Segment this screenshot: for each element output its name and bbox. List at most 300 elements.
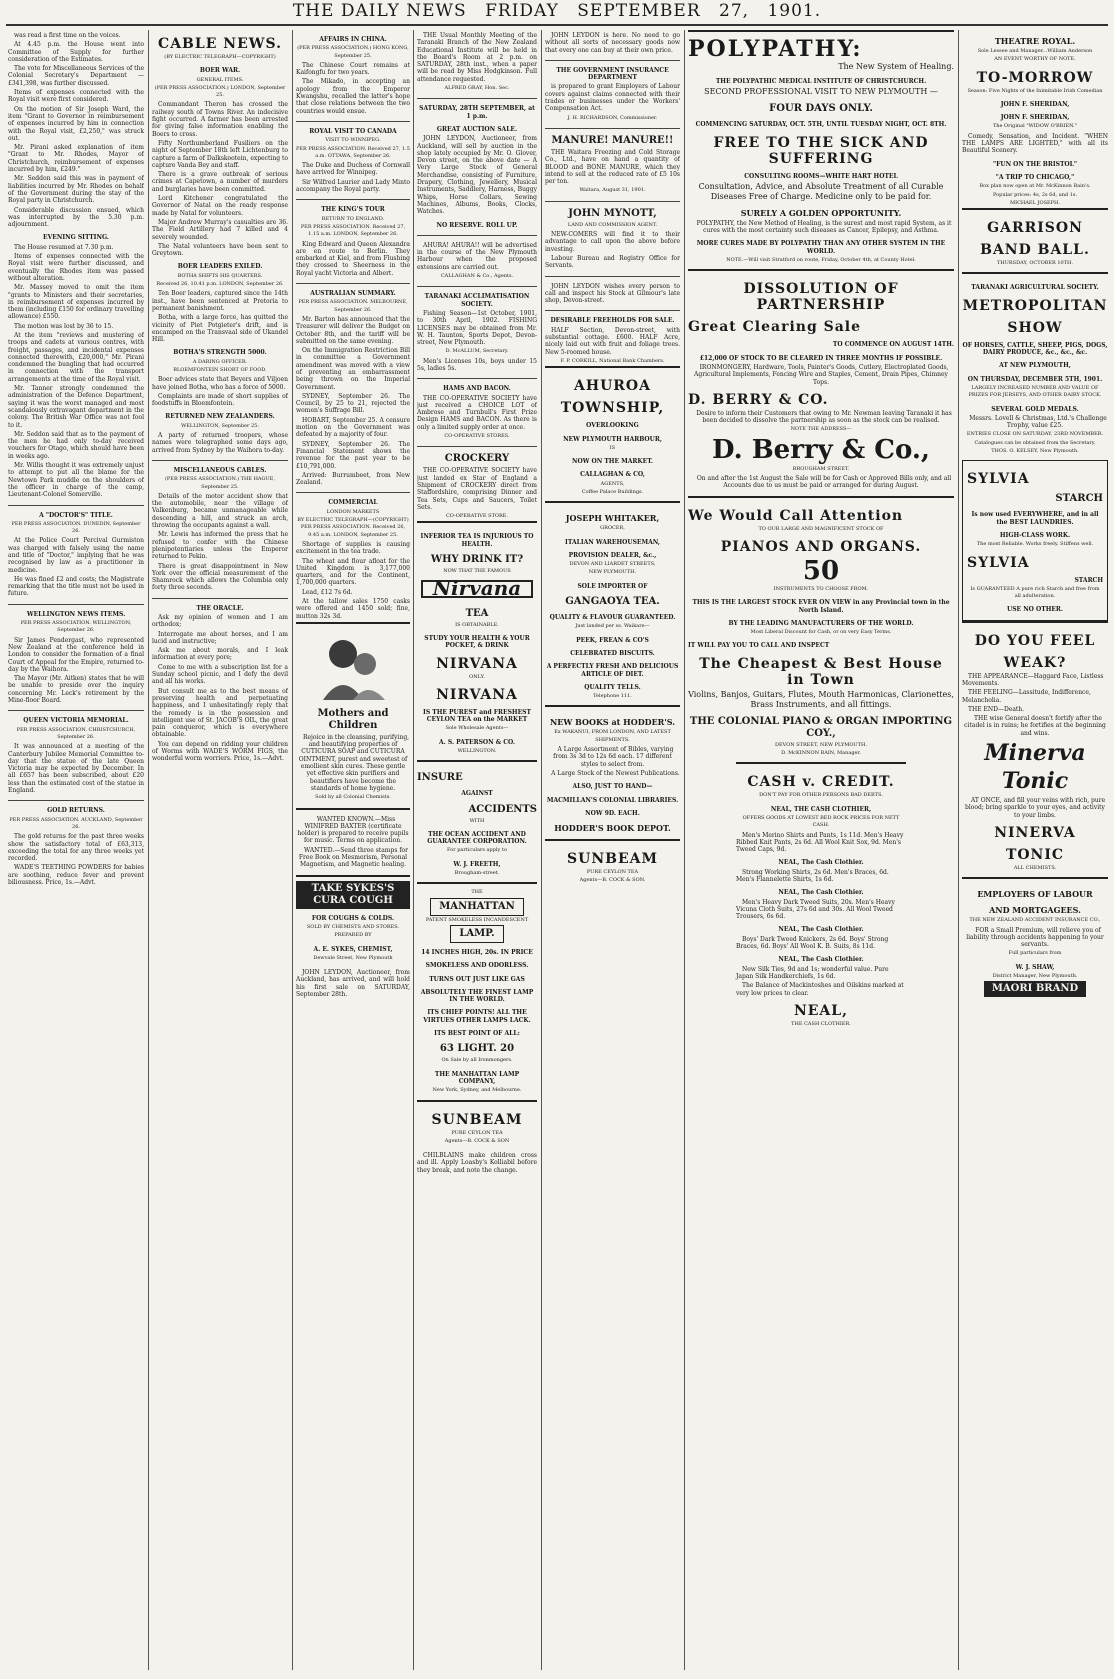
sunbeam-tea-advertisement [545,839,680,890]
advertisement-text: You can depend on ridding your children of Worms with WADE'S WORM FIGS, the wonderful worm worriers. Price, 1s.—Advt. [152,740,288,763]
ad-line: THE [471,889,483,896]
ad-line: JOHN F. SHERIDAN, [1000,114,1070,122]
ad-line: New York, Sydney, and Melbourne. [432,1087,522,1094]
article-text: Sir James Pendergast, who represented New Zealand at the conference held in London to consider the formation of a final Court of Appeal for the Empire, returned to-day by the Waihora. [8,636,144,673]
article-text: There is a grave outbreak of serious crimes at Capetown, a number of murders and burglaries have been committed. [152,171,288,193]
minerva-tonic-advertisement [962,621,1108,878]
ad-line: TARANAKI AGRICULTURAL SOCIETY. [971,284,1099,292]
ad-body: HALF Section, Devon-street, with substantial cottage. £600. HALF Acre, nicely laid out with fruit and foliage trees. New 5-roomed house. [545,326,680,356]
ad-line: ALL CHEMISTS. [1013,864,1057,871]
ad-line: NEAL, The Cash Clothier. [778,926,864,934]
ad-line: LAMP. [450,925,503,943]
ad-line: SUNBEAM [431,1111,523,1128]
ad-line: ITS CHIEF POINTS! ALL THE VIRTUES OTHER LAMPS LACK. [423,1009,531,1024]
divider [545,276,680,277]
article-text: The Duke and Duchess of Cornwall have arrived for Winnipeg. [296,162,410,177]
divider [8,505,144,506]
ad-body: New Silk Ties, 9d and 1s; wonderful value. Pure Japan Silk Handkerchiefs, 1s 6d. [736,965,889,980]
ad-body: POLYPATHY, the New Method of Healing, is the surest and most rapid System, as it cures with the most certainty such diseases as Cancer, Epilepsy, and Asthma. [696,219,952,235]
ad-line: OVERLOOKING [586,422,639,430]
ad-heading: JOHN MYNOTT, [568,207,657,219]
ad-line: QUALITY TELLS. [584,683,641,691]
divider [296,121,410,122]
article-text: Interrogate me about horses, and I am lucid and instructive; [152,630,288,645]
divider [545,310,680,311]
ad-line: PURE CEYLON TEA [451,1129,503,1136]
ad-footnote: Sold by all Colonial Chemists. [315,794,391,801]
ad-line: TO COMMENCE ON AUGUST 14TH. [832,341,954,349]
article-text: At the item "reviews and mustering of troops and cadets at various centres, with freight, passages, and incidental expenses connected therewith, £20,000," Mr. Pirani condemned the bungling that had occurred in connection with the transport arrangements at the time of the Royal visit. [8,331,144,383]
nirvana-logo: Nirvana [421,580,534,597]
ad-body: Messrs. Lovell & Christmas, Ltd.'s Challenge Trophy, value £25. [969,414,1107,430]
ad-line: PATENT SMOKELESS INCANDESCENT [425,916,529,923]
ad-line: WHY DRINK IT? [430,554,524,566]
ad-body: Comedy, Sensation, and Incident. "WHEN THE LAMPS ARE LIGHTED," with all its Beautiful Scenery. [962,132,1108,155]
article-text: The wheat and flour afloat for the United Kingdom is 3,177,000 quarters, and for the Continent, 1,700,000 quarters. [296,557,410,587]
article-text: Come to me with a subscription list for a Sunday school picnic, and I defy the devil and all his works. [152,663,288,686]
ad-signature: F. P. CORKILL, National Bank Chambers. [560,357,665,364]
ad-body: FOR a Small Premium, will relieve you of liability through accidents happening to your servants. [966,926,1104,949]
ad-line: A PERFECTLY FRESH AND DELICIOUS ARTICLE OF DIET. [546,663,679,678]
column-parliament [8,30,144,1670]
article-text: Shortage of supplies is causing excitement in the tea trade. [296,540,410,556]
divider [545,60,680,61]
ad-signature: ALFRED GRAY, Hon. Sec. [444,85,510,92]
ad-line: Waitara, August 31, 1901. [579,187,646,194]
ad-line: TOWNSHIP, [560,400,665,417]
dateline: PER PRESS ASSOCIATION. AUCKLAND, September 26. [9,816,143,830]
divider [296,283,410,284]
ad-title: CASH v. CREDIT. [747,774,895,791]
ad-body: Boys' Dark Tweed Knickers, 2s 6d. Boys' Strong Braces, 6d. Boys' All Wool K. B. Suits, 8s 11d. [736,935,889,951]
ad-line: Is GUARANTEED A pure rich Starch and free from all adulteration. [970,585,1100,600]
ad-line: The most Reliable. Works freely. Stiffens well. [976,541,1094,548]
article-text: Mr. Seddon said this was in payment of liabilities incurred by Mr. Rhodes on behalf of the Government during the stay of the Royal party in Christchurch. [8,175,144,205]
ad-line: DEVON STREET, NEW PLYMOUTH. [775,741,867,748]
article-text: Lord Kitchener congratulated the Governor of Natal on the ready response made by Natal for volunteers. [152,195,288,217]
ad-line: ON THURSDAY, DECEMBER 5TH, 1901. [967,375,1103,383]
article-text: Arrived: Burrumbeet, from New Zealand. [296,471,410,487]
divider [545,201,680,202]
ad-title: STARCH [1074,576,1103,584]
ad-line: NEAL, The Cash Clothier. [778,859,864,867]
ad-line: NOW THAT THE FAMOUS [443,568,511,575]
ad-line: NIRVANA [436,655,518,672]
ad-line: ENTRIES CLOSE ON SATURDAY, 23RD NOVEMBER. [966,431,1104,438]
article-text: Mr. Tanner strongly condemned the administration of the Defence Department, saying it was the worst managed and most scandalously extravagant department in the colony. The British War Office was not fool to it. [8,385,144,429]
dateline: BY ELECTRIC TELEGRAPH—(COPYRIGHT) PER PRESS ASSOCIATION. Received 26, 9.45 a.m. LONDON, September 25. [297,517,409,538]
article-text: The Mikado, in accepting an apology from the Emperor Kwangshu, recalled the latter's hope that close relations between the two countries would ensue. [296,78,410,115]
ad-line: COMMENCING SATURDAY, OCT. 5TH, UNTIL TUESDAY NIGHT, OCT. 8TH. [695,121,947,129]
column-wide-ads [688,30,954,1670]
ad-body: The Balance of Mackintoshes and Oilskins marked at very low prices to clear. [736,982,904,997]
ad-line: LARGELY INCREASED NUMBER AND VALUE OF PRIZES FOR JERSEYS, AND OTHER DAIRY STOCK. [968,384,1102,399]
ad-heading: THE GOVERNMENT INSURANCE DEPARTMENT [556,66,669,82]
ad-line: Catalogues can be obtained from the Secretary. [974,439,1096,446]
ad-line: NEAL, The Cash Clothier. [778,889,864,897]
manhattan-lamp-advertisement [417,882,537,1099]
issue-day: FRIDAY [485,1,559,21]
ad-line: BROUGHAM STREET. [792,465,850,472]
ad-body: Fishing Season—1st October, 1901, to 30th April, 1902. FISHING LICENSES may be obtained from Mr. W. H. Taunton, Sports Depot, Devon-street, New Plymouth. [417,309,537,347]
article-text: Fifty Northumberland Fusiliers on the night of September 18th left Lichtenburg to capture a farm of Dalkskootein, expecting to capture Vanda Bey and staff. [152,139,288,169]
ad-heading: DESIRABLE FREEHOLDS FOR SALE. [550,317,675,325]
ad-title: POLYPATHY: [688,36,863,62]
ad-signature: CO-OPERATIVE STORE. [445,513,509,520]
ad-line: Season: Five Nights of the Inimitable Irish Comedian [967,87,1103,94]
ad-line: IS [609,444,616,451]
ad-line: District Manager, New Plymouth. [992,973,1078,980]
ad-body: JOHN LEYDON wishes every person to call and inspect his Stock at Gilmour's late shop, Devon-street. [545,282,680,305]
ad-line: Just landed per ss. Waikare— [575,623,650,630]
ad-line: NOTE.—Will visit Stratford on route, Friday, October 4th, at County Hotel. [726,257,916,264]
ad-line: W. J. FREETH, [453,860,501,868]
ad-line: OF HORSES, CATTLE, SHEEP, PIGS, DOGS, DAIRY PRODUCE, &c., &c., &c. [962,341,1108,357]
ad-line: TURNS OUT JUST LIKE GAS [429,975,525,983]
ad-line: ABSOLUTELY THE FINEST LAMP IN THE WORLD. [420,988,534,1004]
ad-body: Men's Heavy Dark Tweed Suits, 20s. Men's Heavy Vicuna Cloth Suits, 27s 6d and 30s. All Wool Tweed Trousers, 6s 6d. [736,898,895,921]
section-heading: THE KING'S TOUR [321,206,385,214]
article-text: Mr. Massey moved to omit the item "grants to Ministers and their secretaries, in reimbursement of expenses incurred by them (including £150 for ordinary travelling allowance) £550. [8,284,144,321]
ad-line: NOW ON THE MARKET. [572,458,653,466]
ad-address: Dewvale Street, New Plymouth [313,954,393,961]
cuticura-advertisement [296,622,410,808]
ad-line: NEW BOOKS at HODDER'S. [549,717,676,728]
ad-title: WEAK? [1003,654,1067,671]
ad-line: PREPARED BY [334,932,372,939]
mother-child-illustration [313,632,393,702]
article-text: Sir Wilfred Laurier and Lady Minto accompany the Royal party. [296,178,410,194]
article-text: On the motion of Sir Joseph Ward, the item "Grant to Governor in reimbursement of expenses incurred by him in connection with the Royal visit, £2,250," was struck out. [8,105,144,142]
ad-line: "A TRIP TO CHICAGO," [995,173,1075,181]
ad-line: SOLE IMPORTER OF [577,582,648,590]
column-ads-left [417,30,537,1670]
ad-title: BAND BALL. [980,242,1090,259]
article-text: The Mayor (Mr. Aitken) states that he will be unable to preside over the inquiry concerning Mr. Leck's retirement by the Mine-floor Board. [8,675,144,705]
ad-line: A. S. PATERSON & CO. [439,738,515,746]
ad-line: Full particulars from [1008,950,1062,957]
piano-advertisement [688,496,954,763]
masthead [0,0,1114,22]
ad-line: Sole Lessee and Manager...William Anderson [977,48,1093,54]
ad-title: THEATRE ROYAL. [994,36,1076,46]
ad-title: SYLVIA [967,554,1030,571]
column-rule [541,30,542,1670]
ad-subheading: FOR COUGHS & COLDS. [311,914,395,922]
dateline: PER PRESS ASSOCIATION. DUNEDIN, September 26. [11,520,141,535]
ad-line: £12,000 OF STOCK TO BE CLEARED IN THREE MONTHS IF POSSIBLE. [699,354,943,362]
ad-title: EMPLOYERS OF LABOUR [977,889,1093,900]
ad-body: Labour Bureau and Registry Office for Servants. [545,254,680,270]
divider [417,286,537,287]
divider [417,446,537,447]
ad-line: QUALITY & FLAVOUR GUARANTEED. [549,614,676,622]
article-text: Commandant Theron has crossed the railway south of Towns River. An indecisive fight occurred. A farmer has been arrested for giving false information enabling the Boers to cross. [152,101,288,138]
column-rule [684,30,685,1670]
ad-line: JOHN F. SHERIDAN, [1000,100,1070,108]
column-ads-middle [545,30,680,1670]
ad-title: We Would Call Attention [688,507,904,524]
wanted-advertisement [296,808,410,875]
article-text: He was fined £2 and costs; the Magistrate remarking that the title must not be used in future. [8,575,144,598]
article-text: Ten Boer leaders, captured since the 14th inst., have been sentenced at Pretoria to permanent banishment. [152,290,288,312]
ad-line: ITS BEST POINT OF ALL: [434,1030,520,1038]
section-heading: EVENING SITTING. [43,234,109,242]
sub-heading: A DARING OFFICER. [192,358,248,365]
column-rule [958,30,959,1670]
ad-body: WANTED.—Send three stamps for Free Book on Mesmerism, Personal Magnetism, and Magnetic healing. [298,846,409,869]
ad-body: THE Usual Monthly Meeting of the Taranaki Branch of the New Zealand Educational Institute will be held in the Board's Room at 2 p.m. on SATURDAY, 28th inst., when a paper will be read by Miss Hodgkinson. Full attendance requested. [417,32,537,83]
section-heading: RETURNED NEW ZEALANDERS. [165,413,275,421]
neal-clothier-advertisement [736,762,906,1033]
ad-line: THE CASH CLOTHIER. [791,1020,851,1027]
ad-line: HODDER'S BOOK DEPOT. [554,823,671,834]
masthead-rule [6,24,1108,26]
ad-line: Coffee Palace Buildings. [581,488,644,495]
ad-body: AHURA! AHURA!! will be advertised in the course of the New Plymouth Harbour when the proposed extensions are carried out. [417,241,537,271]
article-text: Items of expenses connected with the Royal visit were first considered. [8,89,144,104]
article-text: The Chinese Court remains at Kaifongfu for two years. [296,61,410,77]
divider [8,800,144,801]
article-text: On the Immigration Restriction Bill in committee a Government amendment was moved with a view of preventing an embarrassment being thrown on the Imperial Government. [296,347,410,391]
ad-line: AT NEW PLYMOUTH, [999,362,1071,370]
ad-body: IRONMONGERY, Hardware, Tools, Painter's Goods, Cutlery, Electroplated Goods, Agricultural Implements, Fencing Wire and Staples, Cement, Drain Pipes, Chimney Tops. [694,363,949,386]
ad-line: MORE CURES MADE BY POLYPATHY THAN ANY OTHER SYSTEM IN THE WORLD. [696,240,946,255]
ad-heading: MANURE! MANURE!! [551,134,674,146]
ad-line: Ex WAKANUI, FROM LONDON, AND LATEST SHIPMENTS. [554,729,671,743]
ad-line: THE COLONIAL PIANO & ORGAN IMPORTING COY., [689,715,953,739]
ad-line: ACCIDENTS [468,803,537,815]
ad-line: Sole Wholesale Agents— [445,725,509,732]
column-affairs [296,30,410,1670]
article-text: Considerable discussion ensued, which was interrupted by the 5.30 p.m. adjournment. [8,206,144,229]
ad-line: DEVON AND LIARDET STREETS, [569,561,656,568]
hodders-books-advertisement [545,705,680,839]
ad-body: A Large Assortment of Bibles, varying from 3s 3d to 12s 6d each. 17 different styles to select from. [553,746,674,768]
article-text: King Edward and Queen Alexandra are en route to Berlin. They embarked at Kiel, and from Flushing they crossed to Sheerness in the Royal yacht Victoria and Albert. [296,240,410,277]
ad-body: A Large Stock of the Newest Publications. [551,769,680,777]
dateline: (PER PRESS ASSOCIATION.) HONG KONG, September 25. [297,45,409,59]
ad-body: THE Waitara Freezing and Cold Storage Co., Ltd., have on hand a quantity of BLOOD and BONE MANURE, which they intend to sell at the reduced rate of £5 10s per ton. [545,148,680,186]
ad-line: ITALIAN WAREHOUSEMAN, [565,538,660,546]
ad-heading: GREAT AUCTION SALE. [436,125,518,133]
ad-line: NEAL, [793,1002,849,1019]
ad-line: 50 [802,555,840,586]
ad-line: MACMILLAN'S COLONIAL LIBRARIES. [546,796,679,804]
ad-body: JOHN LEYDON, Auctioneer, from Auckland, has arrived, and will hold his first sale on SATURDAY, September 28th. [296,969,410,999]
ad-line: AHUROA [574,378,651,395]
divider [417,378,537,379]
section-heading: WELLINGTON NEWS ITEMS. [26,610,126,618]
dateline: PER PRESS ASSOCIATION. WELLINGTON, September 26. [20,620,132,634]
section-subtitle: (BY ELECTRIC TELEGRAPH—COPYRIGHT) [164,54,276,60]
ad-line: IT WILL PAY YOU TO CALL AND INSPECT [688,642,830,650]
ad-line: Is now used EVERYWHERE, and in all the BEST LAUNDRIES. [971,511,1099,526]
ad-line: The Cheapest & Best House in Town [699,655,943,688]
ad-body: CHILBLAINS make children cross and ill. Apply Loasby's Kolliabil before they break, and note the change. [417,1152,537,1174]
ad-line: THE MANHATTAN LAMP COMPANY, [434,1070,520,1085]
ahuroa-advertisement [545,366,680,501]
ad-line: 63 LIGHT. 20 [439,1043,515,1055]
article-text: HOBART, September 25. A censure motion on the Government was defeated by a majority of four. [296,416,410,439]
ad-signature: CO-OPERATIVE STORES. [444,433,510,440]
ad-line: Agents—B. COCK & SON. [579,877,646,884]
column-rule [148,30,149,1670]
article-text: Mr. Barton has announced that the Treasurer will deliver the Budget on October 8th, and the tariff will be submitted on the same evening. [296,315,410,345]
ad-line: D. BERRY & CO. [688,391,829,408]
issue-date: 27, [719,1,750,21]
ad-line: NOTE THE ADDRESS— [790,426,852,433]
article-text: Ask me about morals, and I leak information at every pore; [152,647,288,662]
sykes-advertisement [296,875,410,967]
ad-line: SECOND PROFESSIONAL VISIT TO NEW PLYMOUTH — [704,87,938,97]
nirvana-tea-advertisement [417,521,537,760]
article-text: Mr. Pirani asked explanation of item "Grant to Mr. Rhodes, Mayor of Christchurch, reimbursement of expenses incurred by him, £249." [8,144,144,174]
ad-line: DON'T PAY FOR OTHER PERSONS BAD DEBTS. [759,792,883,799]
ad-line: TONIC [1005,846,1065,863]
ad-line: TO OUR LARGE AND MAGNIFICENT STOCK OF [758,525,884,532]
article-text: SYDNEY, September 26. The Financial Statement shows the revenue for the past year to be £10,791,000. [296,440,410,470]
column-ads-right [962,30,1108,1670]
ad-line: NEAL, THE CASH CLOTHIER, [770,805,872,813]
ad-heading: TARANAKI ACCLIMATISATION SOCIETY. [424,293,530,308]
section-heading: QUEEN VICTORIA MEMORIAL. [23,717,129,725]
section-title: CABLE NEWS. [158,36,282,52]
section-heading: BOER LEADERS EXILED. [177,263,263,271]
ad-line: Violins, Banjos, Guitars, Flutes, Mouth Harmonicas, Clarionettes, Brass Instruments, and all fittings. [688,689,954,709]
article-text: The vote for Miscellaneous Services of the Colonial Secretary's Department — £341,398, was further discussed. [8,65,144,87]
ad-line: For particulars apply to [447,847,507,854]
article-text: Mr. Lewis has informed the press that he refused to confer with the Chinese plenipotentiaries unless the Emperor returned to Pekin. [152,531,288,561]
ad-title: STARCH [1055,493,1103,505]
paper-title: THE DAILY NEWS [292,1,467,21]
ad-body: Men's Licenses 10s, boys under 15 5s, ladies 5s. [417,357,537,372]
ad-line: JOSEPH WHITAKER, [565,513,660,524]
article-text: Mr. Seddon said that as to the payment of the men he had only to-day received vouchers for Otago, which should have been in weeks ago. [8,430,144,460]
ad-line: THIS IS THE LARGEST STOCK EVER ON VIEW in any Provincial town in the North Island. [692,599,950,614]
ad-line: USE NO OTHER. [1006,606,1064,614]
article-text: A party of returned troopers, whose names were telegraphed some days ago, arrived from Sydney by the Waihora to-day. [152,432,288,454]
ad-line: MANHATTAN [430,898,524,916]
column-cable-news [152,30,288,1670]
ad-title: DISSOLUTION OF PARTNERSHIP [743,281,899,314]
divider [417,235,537,236]
ad-line: HIGH-CLASS WORK. [999,531,1071,539]
article-text: The gold returns for the past three weeks show the satisfactory total of £63,313, exceeding the total for any three weeks yet recorded. [8,833,144,863]
issue-month: SEPTEMBER [577,1,701,21]
ad-line: AGAINST [461,790,493,798]
article-text: The House resumed at 7.30 p.m. [14,243,114,251]
dateline: PER PRESS ASSOCIATION. MELBOURNE, September 26. [298,299,408,313]
ad-line: Great Clearing Sale [688,319,862,336]
ad-title: METROPOLITAN [962,297,1108,314]
article-text: Mr. Willis thought it was extremely unjust to attempt to put all the blame for the Newtown Park muddle on the shoulders of the officer in charge of the camp, Lieutenant-Colonel Somerville. [8,462,144,499]
ad-line: NIRVANA [436,686,518,703]
minerva-logo: Minerva Tonic [984,740,1086,795]
ad-line: Brougham-street. [454,870,500,877]
dateline: (PER PRESS ASSOCIATION.) LONDON, September 25. [154,84,286,99]
ad-line: The Original "WIDOW O'BRIEN." [992,123,1078,130]
ad-body: NEW-COMERS will find it to their advantage to call upon the above before investing. [545,231,680,253]
ad-heading: TAKE SYKES'S CURA COUGH [296,881,410,909]
dateline: WELLINGTON, September 25. [181,422,259,429]
article-text: Lead, £12 7s 6d. [302,588,353,596]
ad-title: SHOW [1007,319,1063,336]
ad-line: WITH [469,817,485,824]
ad-line: THE POLYPATHIC MEDICAL INSTITUTE OF CHRISTCHURCH. [715,78,927,85]
ad-line: GANGAOYA TEA. [565,596,660,608]
ad-heading: CROCKERY [444,453,510,465]
ad-line: Popular prices: 4s, 2s 6d, and 1s. [992,191,1078,198]
ad-line: NO RESERVE. ROLL UP. [436,221,518,229]
ad-body: JOHN LEYDON, Auctioneer, from Auckland, will sell by auction in the shop lately occupied by Mr. O. Glover, Devon street, on the above date — A Very Large Stock of General Merchandise, consisting of Furniture, Drapery, Clothing, Jewellery, Musical Instruments, Saddlery, Harness, Buggy Whips, Horse Collars, Sewing Machines, Albums, Books, Clocks, Watches. [417,135,537,216]
ad-body: AT ONCE, and fill your veins with rich, pure blood; bring sparkle to your eyes, and activity to your limbs. [965,797,1106,819]
divider [152,598,288,599]
article-text: Boer advices state that Beyers and Viljoen have joined Botha, who has a force of 5000. [152,376,288,391]
divider [152,460,288,461]
ad-heading: SATURDAY, 28TH SEPTEMBER, at 1 p.m. [419,105,535,120]
ad-body: THE APPEARANCE—Haggard Face, Listless Movements. [962,672,1104,687]
ad-line: AGENTS, [600,480,625,487]
divider [545,128,680,129]
divider [8,710,144,711]
ad-body: JOHN LEYDON is here. No need to go without all sorts of necessary goods now that every one can buy at their own price. [545,32,680,54]
section-heading: AFFAIRS IN CHINA. [319,36,387,43]
ad-line: SEVERAL GOLD MEDALS. [991,405,1079,413]
ad-heading: Mothers and Children [317,707,389,731]
ad-line: TO-MORROW [976,69,1094,86]
ad-line: IS THE PUREST and FRESHEST CEYLON TEA on the MARKET [423,708,531,724]
article-text: Ask my opinion of women and I am orthodox; [152,614,288,629]
ad-heading: HAMS AND BACON. [443,385,511,393]
ad-line: CONSULTING ROOMS—WHITE HART HOTEL [744,172,898,180]
article-text: At the tallow sales 1750 casks were offered and 1450 sold; fine, mutton 32s 3d. [296,598,410,620]
sub-heading: BOTHA SHIFTS HIS QUARTERS. [177,272,263,279]
ad-line: PIANOS AND ORGANS. [720,538,922,555]
ad-name: A. E. SYKES, CHEMIST, [313,945,393,953]
article-text: was read a first time on the voices. [14,32,121,39]
divider [417,98,537,99]
ad-signature: J. H. RICHARDSON, Commissioner. [567,114,658,121]
dateline: Received 26, 10.41 p.m. LONDON, September 26. [156,281,284,288]
divider [296,199,410,200]
article-text: At the Police Court Percival Gurmiston was charged with falsely using the name and title of "Doctor," implying that he was recognised by law as a practitioner in medicine. [8,537,144,574]
ad-line: Consultation, Advice, and Absolute Treatment of all Curable Diseases Free of Charge. Medicine only to be paid for. [698,181,944,201]
article-text: Botha, with a large force, has quitted the vicinity of Piet Potgieter's drift, and is encamped on the Transvaal side of Ukandel Hill. [152,314,288,344]
ad-line: THOS. O. KELSEY, New Plymouth. [991,448,1079,455]
ad-line: OFFERS GOODS AT LOWEST BED ROCK PRICES FOR NETT CASH. [742,814,900,829]
ad-line: "FUN ON THE BRISTOL" [992,160,1078,168]
ad-body: is prepared to grant Employers of Labour covers against claims connected with their trades or businesses under the Workers' Compensation Act. [545,83,680,113]
article-text: But consult me as to the best means of preserving health and perpetuating happiness, and I unhesitatingly reply that the remedy is in the possession and intelligent use of St. JACOB'S OIL, the great pain conqueror, which is everywhere obtainable. [152,687,288,739]
sylvia-starch-advertisement [962,460,1108,620]
ad-line: NEW PLYMOUTH HARBOUR, [563,435,662,443]
column-rule [292,30,293,1670]
article-text: Details of the motor accident show that the automobile, near the village of Valkenburg, became unmanageable while descending a hill, and struck an arch, throwing the occupants against a wall. [152,492,288,530]
ad-line: 14 INCHES HIGH, 20s. IN PRICE [421,948,533,956]
section-heading: ROYAL VISIT TO CANADA [309,127,397,135]
agricultural-show-advertisement [962,272,1108,460]
ad-line: SOLD BY CHEMISTS AND STORES. [306,923,400,930]
ad-line: THURSDAY, OCTOBER 10TH. [996,260,1074,267]
section-heading: AUSTRALIAN SUMMARY. [310,290,396,298]
ad-line: SURELY A GOLDEN OPPORTUNITY. [740,207,902,218]
sub-heading: RETURN TO ENGLAND. [321,215,385,222]
ad-body: THE CO-OPERATIVE SOCIETY have just landed ex Star of England a Shipment of CROCKERY direct from Staffordshire, comprising Dinner and Tea Sets, Cups and Saucers, Toilet Sets. [417,467,537,511]
ad-line: ONLY. [469,673,485,680]
accident-insurance-advertisement [962,877,1108,1001]
ad-title: GARRISON [987,220,1083,237]
